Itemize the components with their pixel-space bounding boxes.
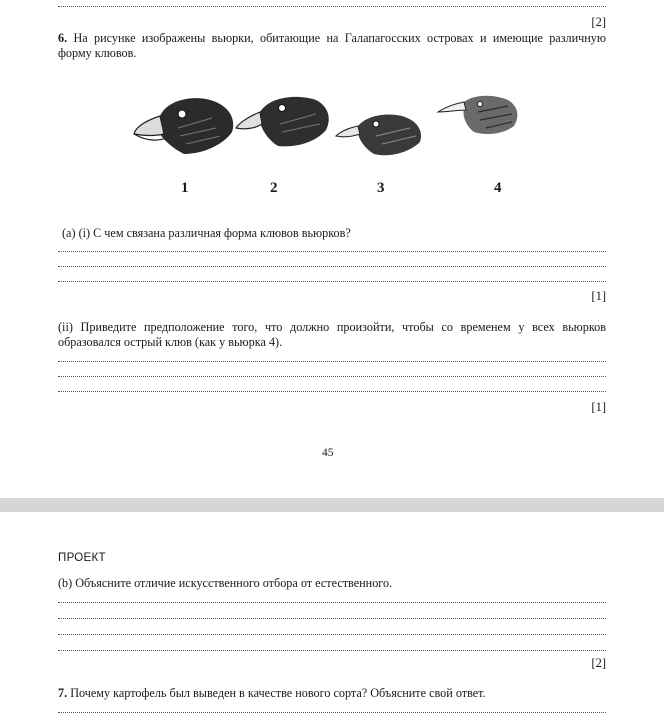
question-6a-ii: (ii) Приведите предположение того, что должно произойти, чтобы со временем у всех вьюрков образовался острый клюв (как у вьюрка 4). <box>58 320 606 349</box>
question-7-text: Почему картофель был выведен в качестве нового сорта? Объясните свой ответ. <box>70 686 486 700</box>
answer-line[interactable] <box>58 712 606 713</box>
page-number: 45 <box>322 447 334 459</box>
question-6-number: 6. <box>58 31 68 45</box>
finch-label-2: 2 <box>270 180 278 196</box>
answer-line[interactable] <box>58 266 606 267</box>
question-7-number: 7. <box>58 686 68 700</box>
finch-4-illustration <box>438 96 517 134</box>
finch-2-illustration <box>236 97 329 146</box>
project-header: ПРОЕКТ <box>58 552 106 564</box>
question-6a-i: (a) (i) С чем связана различная форма клювов вьюрков? <box>62 226 351 240</box>
answer-line[interactable] <box>58 376 606 377</box>
answer-line[interactable] <box>58 618 606 619</box>
answer-line[interactable] <box>58 251 606 252</box>
answer-line[interactable] <box>58 634 606 635</box>
answer-line <box>58 6 606 7</box>
question-6-text: На рисунке изображены вьюрки, обитающие на Галапагосских островах и имеющие различную форму клювов. <box>58 31 606 60</box>
answer-line[interactable] <box>58 391 606 392</box>
answer-line[interactable] <box>58 650 606 651</box>
finch-label-4: 4 <box>494 180 502 196</box>
question-7 <box>58 686 486 701</box>
mark-6a-i: [1] <box>591 289 606 303</box>
mark-6b: [2] <box>591 656 606 670</box>
finches-figure <box>120 88 530 173</box>
finch-3-illustration <box>336 114 421 155</box>
finch-label-1: 1 <box>181 180 189 196</box>
mark-previous: [2] <box>591 15 606 29</box>
mark-6a-ii: [1] <box>591 400 606 414</box>
finch-1-illustration <box>134 98 233 154</box>
answer-line[interactable] <box>58 361 606 362</box>
question-6 <box>58 31 606 61</box>
answer-line[interactable] <box>58 602 606 603</box>
page-separator <box>0 498 664 512</box>
worksheet-page-next <box>0 512 664 723</box>
finch-label-3: 3 <box>377 180 385 196</box>
answer-line[interactable] <box>58 281 606 282</box>
question-6b: (b) Объясните отличие искусственного отбора от естественного. <box>58 576 393 590</box>
